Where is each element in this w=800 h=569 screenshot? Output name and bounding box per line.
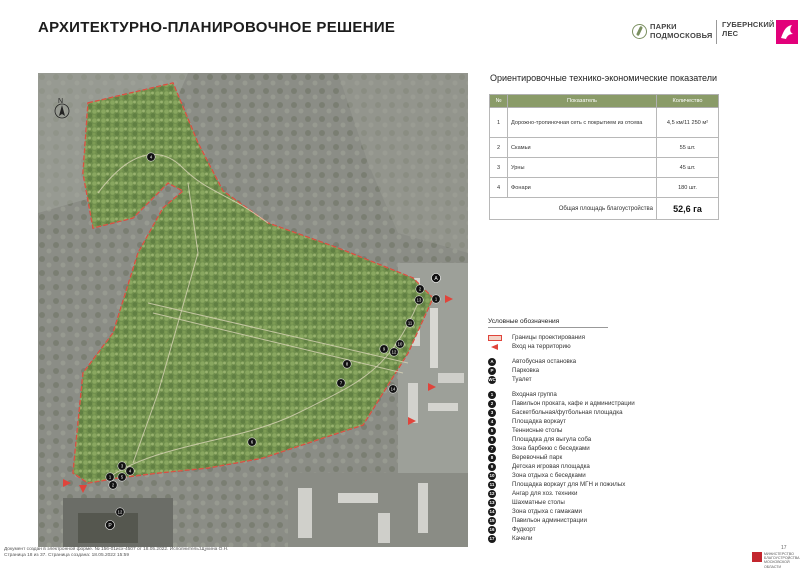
bus-stop-icon: А bbox=[488, 358, 496, 366]
logo-divider bbox=[716, 20, 717, 44]
legend-number-marker: 12 bbox=[489, 490, 495, 496]
legend-item bbox=[488, 480, 728, 489]
legend-number-marker: 8 bbox=[488, 454, 496, 462]
svg-text:А: А bbox=[434, 275, 438, 282]
legend-item bbox=[488, 453, 728, 462]
legend-number-marker: 16 bbox=[489, 526, 495, 532]
map-marker bbox=[147, 153, 155, 161]
header-qty: Количество bbox=[657, 95, 719, 108]
legend-item bbox=[488, 498, 728, 507]
legend-item bbox=[488, 417, 728, 426]
legend-item bbox=[488, 534, 728, 543]
parking-marker bbox=[106, 521, 115, 530]
legend-number-marker: 13 bbox=[489, 499, 495, 505]
svg-text:4: 4 bbox=[149, 154, 153, 160]
map-marker bbox=[248, 438, 256, 446]
map-marker bbox=[380, 345, 388, 353]
legend-item-label: Площадка для выгула соба bbox=[512, 436, 592, 443]
map-marker bbox=[126, 467, 134, 475]
legend-item-parking: P Парковка bbox=[488, 366, 728, 375]
legend-item bbox=[488, 399, 728, 408]
legend-item-boundary: Границы проектирования bbox=[488, 333, 728, 342]
legend-item-label: Веревочный парк bbox=[512, 454, 563, 461]
svg-text:14: 14 bbox=[390, 386, 396, 392]
map-marker bbox=[416, 285, 424, 293]
legend-item-label: Теннисные столы bbox=[512, 427, 563, 434]
brand-mark-icon bbox=[776, 20, 798, 44]
legend-item-label: Детская игровая площадка bbox=[512, 463, 590, 470]
svg-text:1: 1 bbox=[434, 296, 438, 302]
legend-item-label: Зона барбекю с беседками bbox=[512, 445, 590, 452]
total-value: 52,6 га bbox=[657, 198, 719, 220]
parks-logo bbox=[632, 22, 714, 42]
svg-text:8: 8 bbox=[345, 361, 349, 367]
legend-item-label: Площадка воркаут для МГН и пожилых bbox=[512, 481, 626, 488]
svg-text:11: 11 bbox=[407, 320, 413, 326]
svg-text:P: P bbox=[108, 522, 112, 529]
legend-number-marker: 1 bbox=[488, 391, 496, 399]
legend-item bbox=[488, 435, 728, 444]
table-row: 1 Дорожно-тропиночная сеть с покрытием из отсева 4,5 км/11 250 м² bbox=[490, 108, 719, 138]
svg-text:2: 2 bbox=[111, 482, 115, 488]
table-row: 3 Урны 45 шт. bbox=[490, 158, 719, 178]
legend-item-toilet: WC Туалет bbox=[488, 376, 532, 383]
map-marker bbox=[396, 340, 404, 348]
map-marker bbox=[118, 473, 126, 481]
legend-number-marker: 10 bbox=[489, 472, 495, 478]
map-marker bbox=[415, 296, 423, 304]
legend-item-label: Входная группа bbox=[512, 391, 557, 398]
legend-number-marker: 17 bbox=[489, 535, 495, 541]
forest-logo-line1: ГУБЕРНСКИЙ bbox=[722, 20, 775, 29]
legend-item-entrance: Вход на территорию bbox=[488, 342, 728, 351]
header-name: Показатель bbox=[508, 95, 657, 108]
document-footer bbox=[4, 547, 228, 559]
legend-number-marker: 6 bbox=[488, 436, 496, 444]
svg-text:1: 1 bbox=[108, 474, 112, 480]
legend-title: Условные обозначения bbox=[488, 318, 560, 325]
bus-stop-marker bbox=[432, 274, 441, 283]
legend-number-marker: 11 bbox=[489, 481, 495, 487]
page-number: 17 bbox=[781, 545, 787, 551]
map-marker bbox=[106, 473, 114, 481]
legend-item-label: Фудкорт bbox=[512, 526, 536, 533]
map-marker bbox=[432, 295, 440, 303]
legend-item bbox=[488, 426, 728, 435]
ministry-logo-text: МИНИСТЕРСТВО БЛАГОУСТРОЙСТВА МОСКОВСКОЙ ОБЛАСТИ bbox=[764, 552, 800, 569]
indicators-title: Ориентировочные технико-экономические показатели bbox=[490, 73, 718, 83]
legend-item-label: Зона отдыха с беседками bbox=[512, 472, 586, 479]
legend-divider bbox=[488, 327, 608, 328]
legend-number-marker: 9 bbox=[488, 463, 496, 471]
ministry-emblem-icon bbox=[752, 552, 762, 562]
map-marker bbox=[337, 379, 345, 387]
map-marker bbox=[116, 508, 124, 516]
legend-item-label: Шахматные столы bbox=[512, 499, 565, 506]
indicators-table bbox=[489, 94, 719, 220]
svg-text:9: 9 bbox=[382, 346, 386, 352]
legend-number-marker: 3 bbox=[488, 409, 496, 417]
total-label: Общая площадь благоустройства bbox=[490, 198, 657, 220]
legend-item-label: Качели bbox=[512, 535, 533, 542]
forest-logo-line2: ЛЕС bbox=[722, 28, 739, 38]
legend-item bbox=[488, 471, 728, 480]
table-row: 2 Скамьи 55 шт. bbox=[490, 138, 719, 158]
page-title: АРХИТЕКТУРНО-ПЛАНИРОВОЧНОЕ РЕШЕНИЕ bbox=[38, 19, 396, 36]
legend-item bbox=[488, 507, 728, 516]
parks-logo-line2: ПОДМОСКОВЬЯ bbox=[650, 30, 713, 40]
legend-number-marker: 15 bbox=[489, 517, 495, 523]
legend-item-label: Павильон проката, кафе и администрации bbox=[512, 400, 635, 407]
boundary-icon bbox=[488, 335, 502, 341]
legend-number-marker: 2 bbox=[488, 400, 496, 408]
svg-text:10: 10 bbox=[397, 341, 403, 347]
parks-logo-line1: ПАРКИ bbox=[650, 22, 677, 31]
legend-item-bus-stop: А Автобусная остановка bbox=[488, 357, 728, 366]
map-marker bbox=[343, 360, 351, 368]
map-marker bbox=[390, 348, 398, 356]
forest-logo bbox=[722, 21, 775, 38]
header-num: № bbox=[490, 95, 508, 108]
svg-text:2: 2 bbox=[418, 286, 422, 292]
svg-text:13: 13 bbox=[416, 297, 422, 303]
table-header-row bbox=[490, 95, 719, 108]
legend bbox=[488, 333, 728, 543]
svg-text:12: 12 bbox=[117, 509, 123, 515]
parking-icon: P bbox=[488, 367, 496, 375]
svg-text:4: 4 bbox=[128, 468, 132, 474]
toilet-icon: WC bbox=[488, 376, 496, 382]
legend-number-marker: 14 bbox=[489, 508, 495, 514]
table-row: 4 Фонари 180 шт. bbox=[490, 178, 719, 198]
legend-item bbox=[488, 390, 728, 399]
legend-item-label: Ангар для хоз. техники bbox=[512, 490, 578, 497]
map-marker bbox=[406, 319, 414, 327]
legend-number-marker: 5 bbox=[488, 427, 496, 435]
legend-item bbox=[488, 408, 728, 417]
legend-item bbox=[488, 444, 728, 453]
legend-item-label: Павильон администрации bbox=[512, 517, 587, 524]
svg-text:5: 5 bbox=[120, 474, 124, 480]
legend-number-marker: 4 bbox=[488, 418, 496, 426]
leaf-icon bbox=[632, 24, 647, 39]
site-plan-map bbox=[38, 73, 468, 547]
legend-item bbox=[488, 525, 728, 534]
map-marker bbox=[389, 385, 397, 393]
svg-text:3: 3 bbox=[120, 463, 124, 469]
svg-text:6: 6 bbox=[250, 439, 254, 445]
svg-text:12: 12 bbox=[391, 349, 397, 355]
legend-item bbox=[488, 489, 728, 498]
entrance-arrow-icon bbox=[491, 344, 498, 350]
footer-line2: Страница 18 из 37. Страница создана: 18.05.2022 15:59 bbox=[4, 553, 129, 558]
legend-item-label: Баскетбольная/футбольная площадка bbox=[512, 409, 623, 416]
north-label: N bbox=[58, 98, 64, 105]
legend-number-marker: 7 bbox=[488, 445, 496, 453]
legend-item-label: Площадка воркаут bbox=[512, 418, 566, 425]
legend-item bbox=[488, 516, 728, 525]
legend-item bbox=[488, 462, 728, 471]
svg-text:7: 7 bbox=[339, 380, 343, 386]
table-total-row bbox=[490, 198, 719, 220]
footer-line1: Документ создан в электронной форме. № 156-01исх-4507 от 18.05.2022. Исполнитель:Щукина О.Н. bbox=[4, 547, 229, 552]
legend-item-label: Зона отдыха с гамаками bbox=[512, 508, 582, 515]
map-marker bbox=[118, 462, 126, 470]
map-marker bbox=[109, 481, 117, 489]
